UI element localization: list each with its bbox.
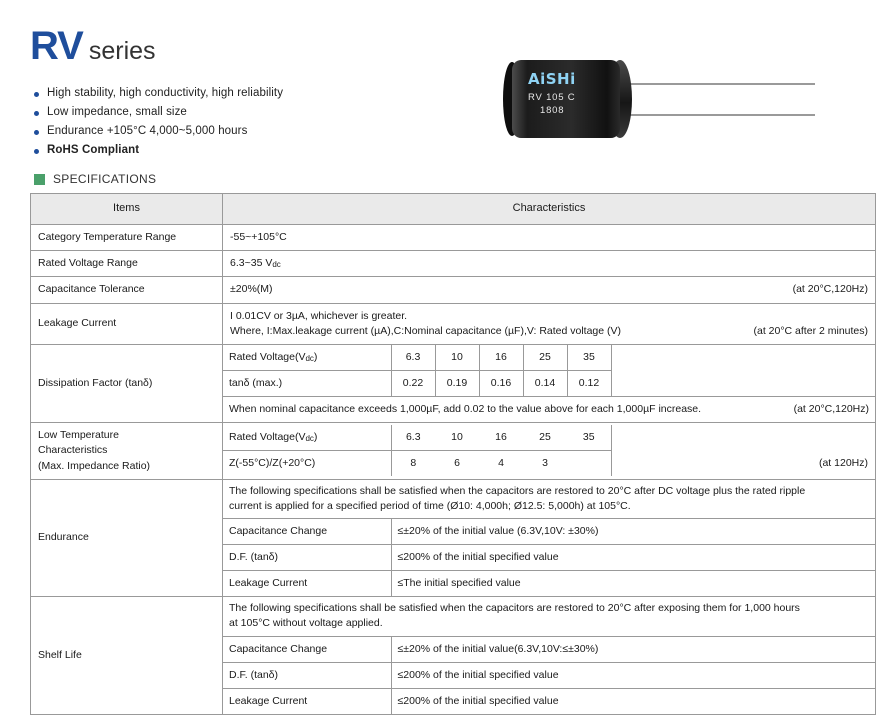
dissipation-voltage-label-sub: dc bbox=[305, 353, 314, 363]
dissipation-footer: When nominal capacitance exceeds 1,000µF, add 0.02 to the value above for each 1,000µF increase. bbox=[229, 402, 702, 415]
shelf-life-sub-value-0: ≤±20% of the initial value(6.3V,10V:≤±30%) bbox=[391, 636, 875, 662]
low-temp-voltage-1: 10 bbox=[435, 425, 479, 451]
capacitor-lead-bottom bbox=[630, 114, 815, 116]
bullet-dot-icon bbox=[34, 149, 39, 154]
row-value-low-temp bbox=[223, 423, 876, 480]
list-item-label: RoHS Compliant bbox=[47, 144, 140, 156]
shelf-life-sub-label-2: Leakage Current bbox=[223, 688, 391, 714]
header-items: Items bbox=[31, 194, 223, 225]
low-temp-voltage-label-sub: dc bbox=[305, 434, 314, 444]
voltage-range-subscript: dc bbox=[272, 260, 281, 270]
endurance-sub-label-0: Capacitance Change bbox=[223, 519, 391, 545]
section-label: SPECIFICATIONS bbox=[53, 172, 157, 186]
table-row bbox=[223, 345, 875, 371]
leakage-line1: I 0.01CV or 3µA, whichever is greater. bbox=[230, 309, 408, 322]
shelf-life-sub-label-0: Capacitance Change bbox=[223, 636, 391, 662]
low-temp-voltage-2: 16 bbox=[479, 425, 523, 451]
shelf-life-sub-label-1: D.F. (tanδ) bbox=[223, 662, 391, 688]
list-item-label: High stability, high conductivity, high reliability bbox=[47, 87, 284, 99]
dissipation-voltage-2: 16 bbox=[479, 345, 523, 371]
row-label-shelf-life: Shelf Life bbox=[31, 597, 223, 714]
row-value-shelf-life bbox=[223, 597, 876, 714]
table-row bbox=[223, 371, 875, 397]
dissipation-voltage-label-text: Rated Voltage(V bbox=[229, 350, 306, 363]
list-item-label: Endurance +105°C 4,000~5,000 hours bbox=[47, 125, 248, 137]
table-row bbox=[223, 425, 875, 451]
shelf-life-sub-value-2: ≤200% of the initial specified value bbox=[391, 688, 875, 714]
row-value-cap-tolerance bbox=[223, 277, 876, 303]
brand-title: RV bbox=[30, 24, 83, 68]
endurance-sub-value-1: ≤200% of the initial specified value bbox=[391, 545, 875, 571]
dissipation-subtable bbox=[223, 345, 875, 422]
table-row bbox=[31, 345, 876, 423]
voltage-range-text: 6.3~35 V bbox=[230, 257, 273, 270]
bullet-dot-icon bbox=[34, 111, 39, 116]
row-label-low-temp bbox=[31, 423, 223, 480]
low-temp-voltage-label-end: ) bbox=[313, 431, 318, 444]
table-row bbox=[31, 277, 876, 303]
table-row bbox=[223, 688, 875, 714]
low-temp-voltage-4: 35 bbox=[567, 425, 611, 451]
series-title: series bbox=[88, 37, 156, 65]
dissipation-voltage-0: 6.3 bbox=[391, 345, 435, 371]
specifications-heading bbox=[34, 172, 870, 186]
dissipation-value-1: 0.19 bbox=[435, 371, 479, 397]
low-temp-label-line1: Low Temperature bbox=[38, 429, 119, 442]
dissipation-voltage-3: 25 bbox=[523, 345, 567, 371]
endurance-desc-line1: The following specifications shall be satisfied when the capacitors are restored to 20°C after DC voltage plus the rated ripple bbox=[229, 484, 806, 497]
table-row bbox=[223, 451, 875, 477]
row-value-dissipation bbox=[223, 345, 876, 423]
row-label-voltage-range: Rated Voltage Range bbox=[31, 251, 223, 277]
shelf-life-sub-value-1: ≤200% of the initial specified value bbox=[391, 662, 875, 688]
dissipation-voltage-label bbox=[223, 345, 391, 371]
low-temp-ratio-4 bbox=[567, 451, 611, 477]
low-temp-note: (at 120Hz) bbox=[611, 451, 875, 477]
low-temp-subtable bbox=[223, 425, 875, 476]
capacitor-brand-label: AiSHi bbox=[528, 70, 576, 88]
dissipation-value-4: 0.12 bbox=[567, 371, 611, 397]
leakage-note: (at 20°C after 2 minutes) bbox=[753, 324, 868, 337]
header-characteristics: Characteristics bbox=[223, 194, 876, 225]
table-row bbox=[223, 397, 875, 423]
table-row bbox=[223, 519, 875, 545]
endurance-sub-label-1: D.F. (tanδ) bbox=[223, 545, 391, 571]
table-row bbox=[223, 597, 875, 636]
cap-tolerance-value: ±20%(M) bbox=[230, 283, 273, 296]
specifications-table bbox=[30, 193, 876, 715]
table-row bbox=[31, 597, 876, 714]
table-row bbox=[31, 303, 876, 344]
low-temp-ratio-3: 3 bbox=[523, 451, 567, 477]
table-row bbox=[223, 480, 875, 519]
low-temp-label-line3: (Max. Impedance Ratio) bbox=[38, 459, 151, 472]
dissipation-footer-cell bbox=[223, 397, 875, 423]
endurance-desc-line2: current is applied for a specified period of time (Ø10: 4,000h; Ø12.5: 5,000h) at 105°C. bbox=[229, 499, 631, 512]
dissipation-value-2: 0.16 bbox=[479, 371, 523, 397]
capacitor-spec-line1: RV 105 C bbox=[528, 92, 576, 103]
leakage-line2: Where, I:Max.leakage current (µA),C:Nominal capacitance (µF),V: Rated voltage (V) bbox=[230, 324, 622, 337]
dissipation-footer-note: (at 20°C,120Hz) bbox=[793, 402, 869, 415]
table-row bbox=[223, 571, 875, 597]
low-temp-voltage-0: 6.3 bbox=[391, 425, 435, 451]
shelf-life-description bbox=[223, 597, 875, 636]
table-row bbox=[223, 636, 875, 662]
bullet-dot-icon bbox=[34, 130, 39, 135]
section-marker-icon bbox=[34, 174, 45, 185]
row-label-dissipation: Dissipation Factor (tanδ) bbox=[31, 345, 223, 423]
dissipation-voltage-1: 10 bbox=[435, 345, 479, 371]
endurance-description bbox=[223, 480, 875, 519]
row-label-temp-range: Category Temperature Range bbox=[31, 225, 223, 251]
endurance-sub-value-2: ≤The initial specified value bbox=[391, 571, 875, 597]
table-row bbox=[31, 479, 876, 596]
endurance-sub-label-2: Leakage Current bbox=[223, 571, 391, 597]
table-header-row bbox=[31, 194, 876, 225]
product-image bbox=[470, 52, 830, 148]
low-temp-ratio-label: Z(-55°C)/Z(+20°C) bbox=[223, 451, 391, 477]
table-row bbox=[223, 545, 875, 571]
low-temp-spacer bbox=[611, 425, 875, 451]
endurance-sub-value-0: ≤±20% of the initial value (6.3V,10V: ±30%) bbox=[391, 519, 875, 545]
dissipation-spacer bbox=[611, 345, 875, 371]
table-row bbox=[31, 225, 876, 251]
bullet-dot-icon bbox=[34, 92, 39, 97]
endurance-subtable bbox=[223, 480, 875, 596]
low-temp-ratio-2: 4 bbox=[479, 451, 523, 477]
row-label-leakage: Leakage Current bbox=[31, 303, 223, 344]
shelf-life-subtable bbox=[223, 597, 875, 713]
dissipation-voltage-4: 35 bbox=[567, 345, 611, 371]
table-row bbox=[223, 662, 875, 688]
row-value-endurance bbox=[223, 479, 876, 596]
row-value-temp-range: -55~+105°C bbox=[223, 225, 876, 251]
table-row bbox=[31, 423, 876, 480]
low-temp-label-line2: Characteristics bbox=[38, 444, 108, 457]
low-temp-voltage-3: 25 bbox=[523, 425, 567, 451]
shelf-life-desc-line2: at 105°C without voltage applied. bbox=[229, 617, 383, 630]
list-item-label: Low impedance, small size bbox=[47, 106, 187, 118]
dissipation-spacer bbox=[611, 371, 875, 397]
low-temp-voltage-label bbox=[223, 425, 391, 451]
low-temp-ratio-1: 6 bbox=[435, 451, 479, 477]
shelf-life-desc-line1: The following specifications shall be satisfied when the capacitors are restored to 20°C after exposing them for 1,000 hours bbox=[229, 602, 800, 615]
table-row bbox=[31, 251, 876, 277]
low-temp-ratio-0: 8 bbox=[391, 451, 435, 477]
capacitor-lead-top bbox=[630, 83, 815, 85]
row-value-voltage-range bbox=[223, 251, 876, 277]
row-label-cap-tolerance: Capacitance Tolerance bbox=[31, 277, 223, 303]
row-value-leakage bbox=[223, 303, 876, 344]
dissipation-value-3: 0.14 bbox=[523, 371, 567, 397]
row-label-endurance: Endurance bbox=[31, 479, 223, 596]
low-temp-voltage-label-text: Rated Voltage(V bbox=[229, 431, 306, 444]
capacitor-spec-line2: 1808 bbox=[540, 105, 565, 116]
dissipation-tand-label: tanδ (max.) bbox=[223, 371, 391, 397]
cap-tolerance-note: (at 20°C,120Hz) bbox=[792, 283, 868, 296]
dissipation-value-0: 0.22 bbox=[391, 371, 435, 397]
dissipation-voltage-label-end: ) bbox=[313, 350, 318, 363]
